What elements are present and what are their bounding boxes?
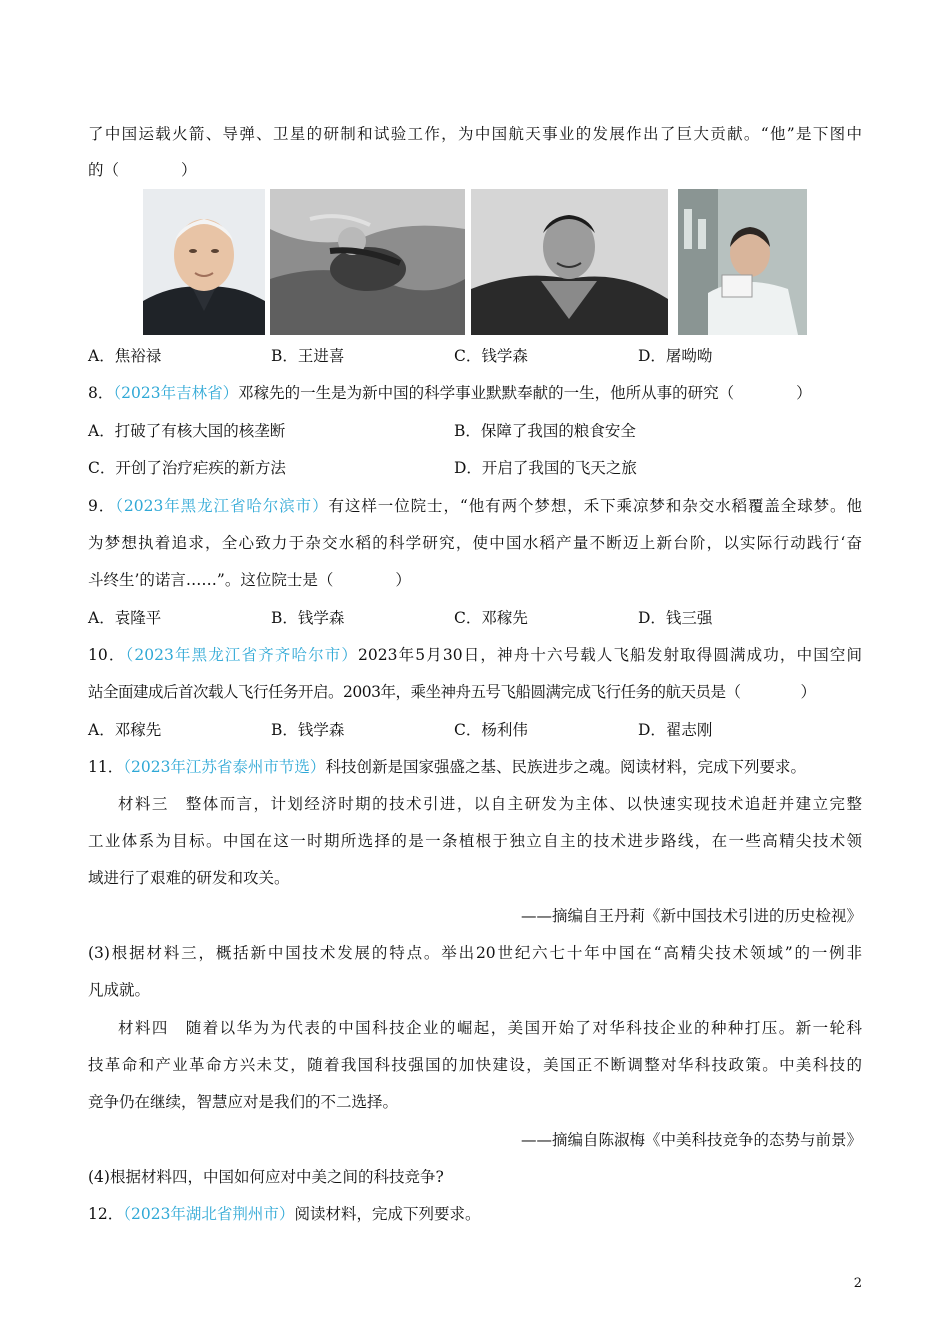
photo-worker-in-mud (270, 189, 465, 335)
q11-material3-line2: 工业体系为目标。中国在这一时期所选择的是一条植根于独立自主的技术进步路线，在一些高精尖技术领 (88, 832, 862, 850)
q8-source: （2023年吉林省） (113, 384, 239, 402)
q11-material4-line2: 技革命和产业革命方兴未艾，随着我国科技强国的加快建设，美国正不断调整对华科技政策。中美科技的 (88, 1056, 862, 1074)
photo-woman-scientist (678, 189, 807, 335)
q9-option-a[interactable]: A．袁隆平 (88, 609, 162, 627)
q9-number: 9． (88, 497, 116, 515)
q9-source: （2023年黑龙江省哈尔滨市） (115, 497, 329, 515)
q10-source: （2023年黑龙江省齐齐哈尔市） (125, 646, 359, 664)
q11-material3-line3: 域进行了艰难的研发和攻关。 (88, 869, 290, 887)
q7-text-line2: 的（ ） (88, 161, 197, 179)
q9-text-line3: 斗终生’的诺言……”。这位院士是（ ） (88, 571, 411, 589)
q10-stem-line1 (88, 643, 862, 667)
q11-stem (88, 755, 862, 779)
q9-option-b[interactable]: B．钱学森 (271, 609, 345, 627)
q9-text-line1: 有这样一位院士，“他有两个梦想，禾下乘凉梦和杂交水稻覆盖全球梦。他 (328, 497, 862, 515)
photo-smiling-man (471, 189, 668, 335)
q11-material4-citation: ——摘编自陈淑梅《中美科技竞争的态势与前景》 (520, 1131, 862, 1149)
q11-material4-line1: 材料四 随着以华为为代表的中国科技企业的崛起，美国开始了对华科技企业的种种打压。新一轮科 (118, 1019, 862, 1037)
photo-portrait-elder-man (143, 189, 265, 335)
q7-option-d[interactable]: D．屠呦呦 (638, 347, 713, 365)
q7-option-c[interactable]: C．钱学森 (454, 347, 528, 365)
q9-stem-line1 (88, 494, 862, 518)
q9-text-line2: 为梦想执着追求，全心致力于杂交水稻的科学研究，使中国水稻产量不断迈上新台阶，以实际行动践行‘奋 (88, 534, 862, 552)
q8-option-c[interactable]: C．开创了治疗疟疾的新方法 (88, 459, 286, 477)
q8-text: 邓稼先的一生是为新中国的科学事业默默奉献的一生，他所从事的研究（ ） (238, 384, 812, 402)
q10-option-d[interactable]: D．翟志刚 (638, 721, 713, 739)
q11-number: 11． (88, 758, 124, 776)
q10-option-a[interactable]: A．邓稼先 (88, 721, 162, 739)
q10-number: 10． (88, 646, 126, 664)
q11-question3-line2: 凡成就。 (88, 981, 151, 999)
q11-text: 科技创新是国家强盛之基、民族进步之魂。阅读材料，完成下列要求。 (325, 758, 806, 776)
q8-option-b[interactable]: B．保障了我国的粮食安全 (454, 422, 636, 440)
q8-number: 8． (88, 384, 114, 402)
q11-source: （2023年江苏省泰州市节选） (123, 758, 326, 776)
q11-material3-citation: ——摘编自王丹莉《新中国技术引进的历史检视》 (520, 907, 862, 925)
q8-option-a[interactable]: A．打破了有核大国的核垄断 (88, 422, 286, 440)
q8-option-d[interactable]: D．开启了我国的飞天之旅 (454, 459, 637, 477)
q7-text-line1: 了中国运载火箭、导弹、卫星的研制和试验工作，为中国航天事业的发展作出了巨大贡献。“他”是下图中 (88, 125, 862, 143)
q10-text-line1: 2023年5月30日，神舟十六号载人飞船发射取得圆满成功，中国空间 (358, 646, 862, 664)
q12-stem (88, 1202, 862, 1226)
q11-material4-line3: 竞争仍在继续，智慧应对是我们的不二选择。 (88, 1093, 399, 1111)
q11-question4: (4)根据材料四，中国如何应对中美之间的科技竞争? (88, 1168, 444, 1186)
q7-option-a[interactable]: A．焦裕禄 (88, 347, 162, 365)
q7-option-b[interactable]: B．王进喜 (271, 347, 345, 365)
q9-option-d[interactable]: D．钱三强 (638, 609, 713, 627)
q8-stem (88, 381, 862, 405)
q9-option-c[interactable]: C．邓稼先 (454, 609, 528, 627)
q10-text-line2: 站全面建成后首次载人飞行任务开启。2003年，乘坐神舟五号飞船圆满完成飞行任务的航天员是（ ） (88, 683, 816, 701)
q11-material3-line1: 材料三 整体而言，计划经济时期的技术引进，以自主研发为主体、以快速实现技术追赶并建立完整 (118, 795, 862, 813)
page-number: 2 (853, 1276, 862, 1291)
q12-source: （2023年湖北省荆州市） (123, 1205, 295, 1223)
q12-number: 12． (88, 1205, 124, 1223)
q12-text: 阅读材料，完成下列要求。 (294, 1205, 481, 1223)
q10-option-c[interactable]: C．杨利伟 (454, 721, 528, 739)
q10-option-b[interactable]: B．钱学森 (271, 721, 345, 739)
q11-question3-line1: (3)根据材料三，概括新中国技术发展的特点。举出20世纪六七十年中国在“高精尖技术领域”的一例非 (88, 944, 862, 962)
